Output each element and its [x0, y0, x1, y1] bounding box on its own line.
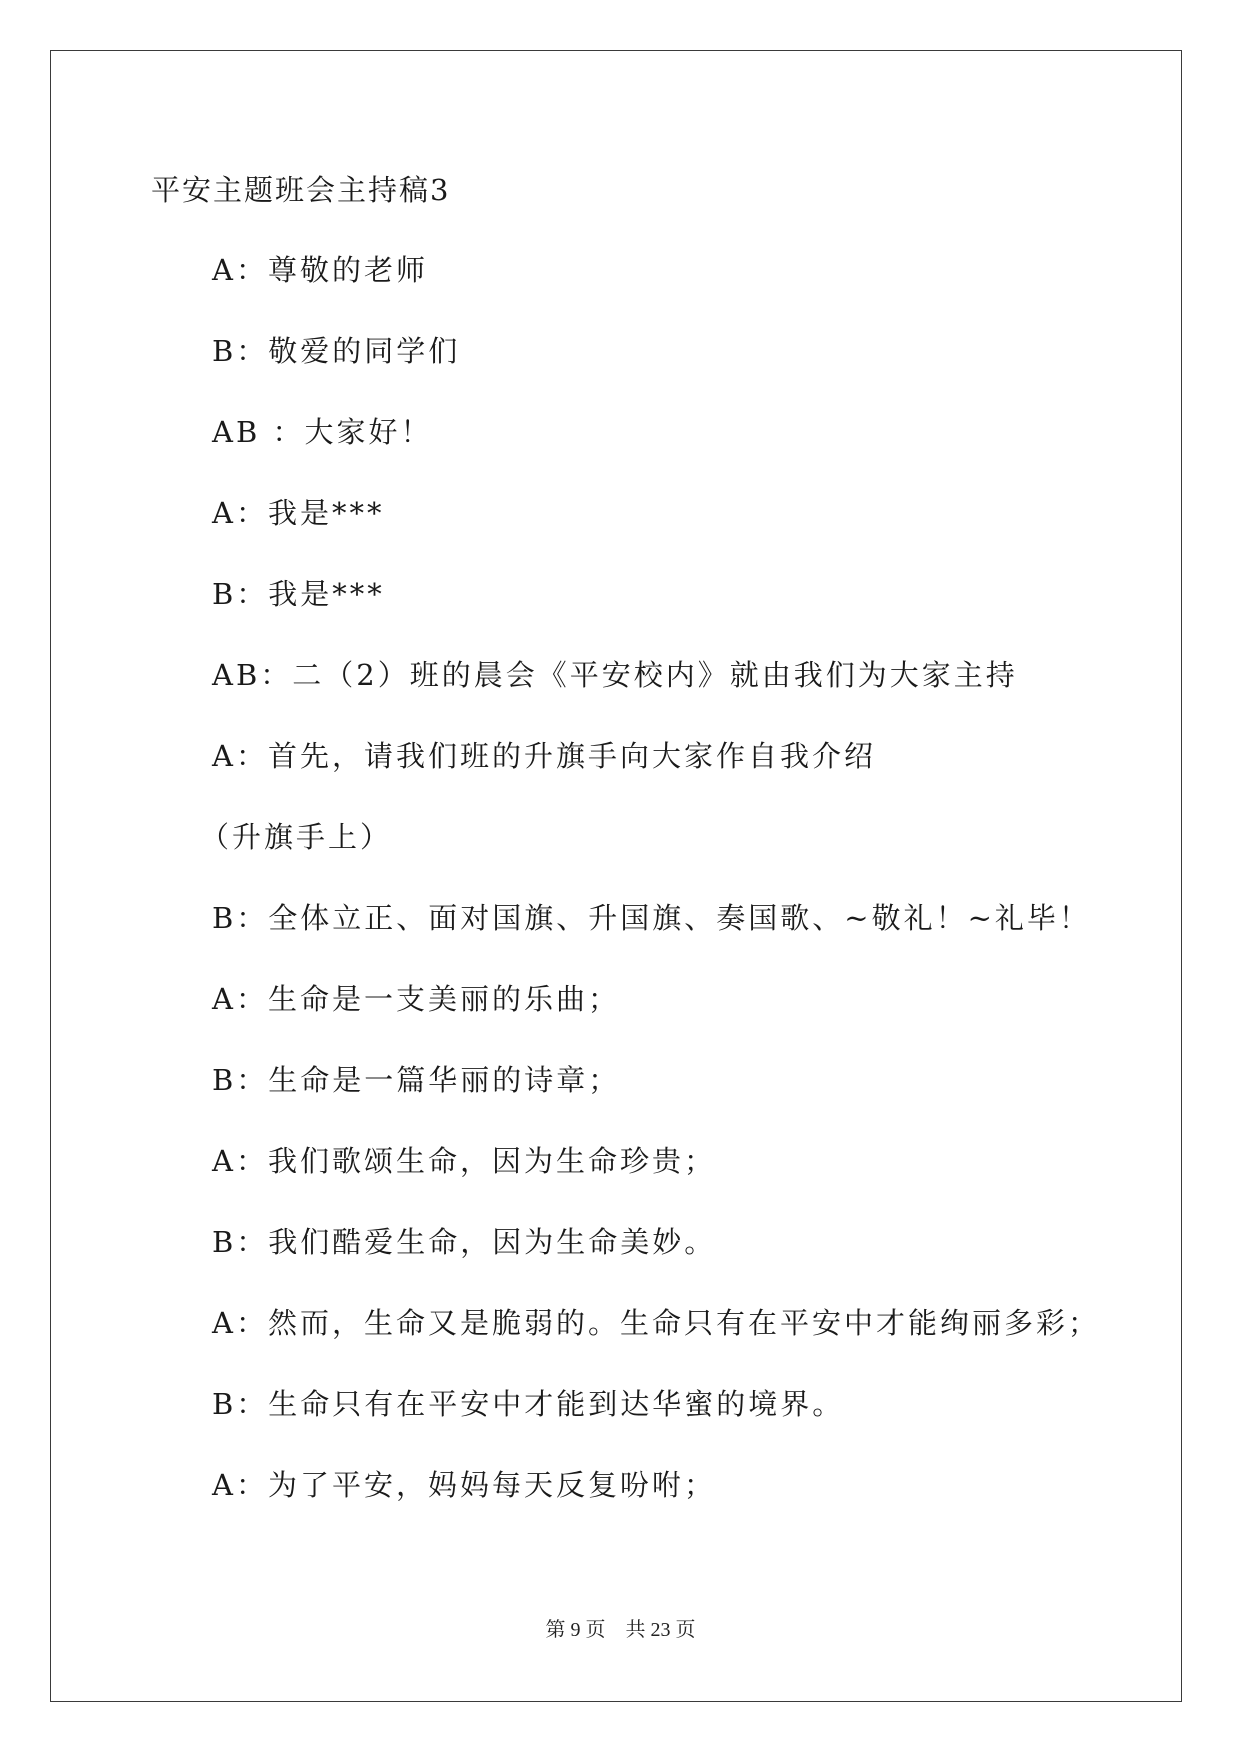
dialogue-line: A：然而，生命又是脆弱的。生命只有在平安中才能绚丽多彩； — [212, 1306, 1100, 1340]
page-footer: 第 9 页 共 23 页 — [545, 1619, 696, 1641]
dialogue-line: A：我们歌颂生命，因为生命珍贵； — [212, 1144, 716, 1178]
dialogue-line: A：首先，请我们班的升旗手向大家作自我介绍 — [212, 739, 876, 773]
dialogue-line: B：敬爱的同学们 — [212, 334, 461, 368]
dialogue-line: A：我是*** — [212, 496, 385, 530]
dialogue-line: B：生命只有在平安中才能到达华蜜的境界。 — [212, 1387, 845, 1421]
dialogue-line: A：为了平安，妈妈每天反复吩咐； — [212, 1468, 716, 1502]
dialogue-line: B：我们酷爱生命，因为生命美妙。 — [212, 1225, 717, 1259]
dialogue-line: B：我是*** — [212, 577, 385, 611]
dialogue-line: B：全体立正、面对国旗、升国旗、奏国歌、~敬礼！~礼毕！ — [212, 901, 1091, 935]
dialogue-line: AB：二（2）班的晨会《平安校内》就由我们为大家主持 — [212, 658, 1018, 692]
dialogue-line: AB ：大家好！ — [212, 415, 433, 449]
dialogue-line: B：生命是一篇华丽的诗章； — [212, 1063, 621, 1097]
document-title: 平安主题班会主持稿3 — [151, 173, 451, 207]
page-border — [50, 50, 1182, 1702]
dialogue-line: A：尊敬的老师 — [212, 253, 428, 287]
dialogue-line: （升旗手上） — [200, 820, 393, 854]
dialogue-line: A：生命是一支美丽的乐曲； — [212, 982, 620, 1016]
